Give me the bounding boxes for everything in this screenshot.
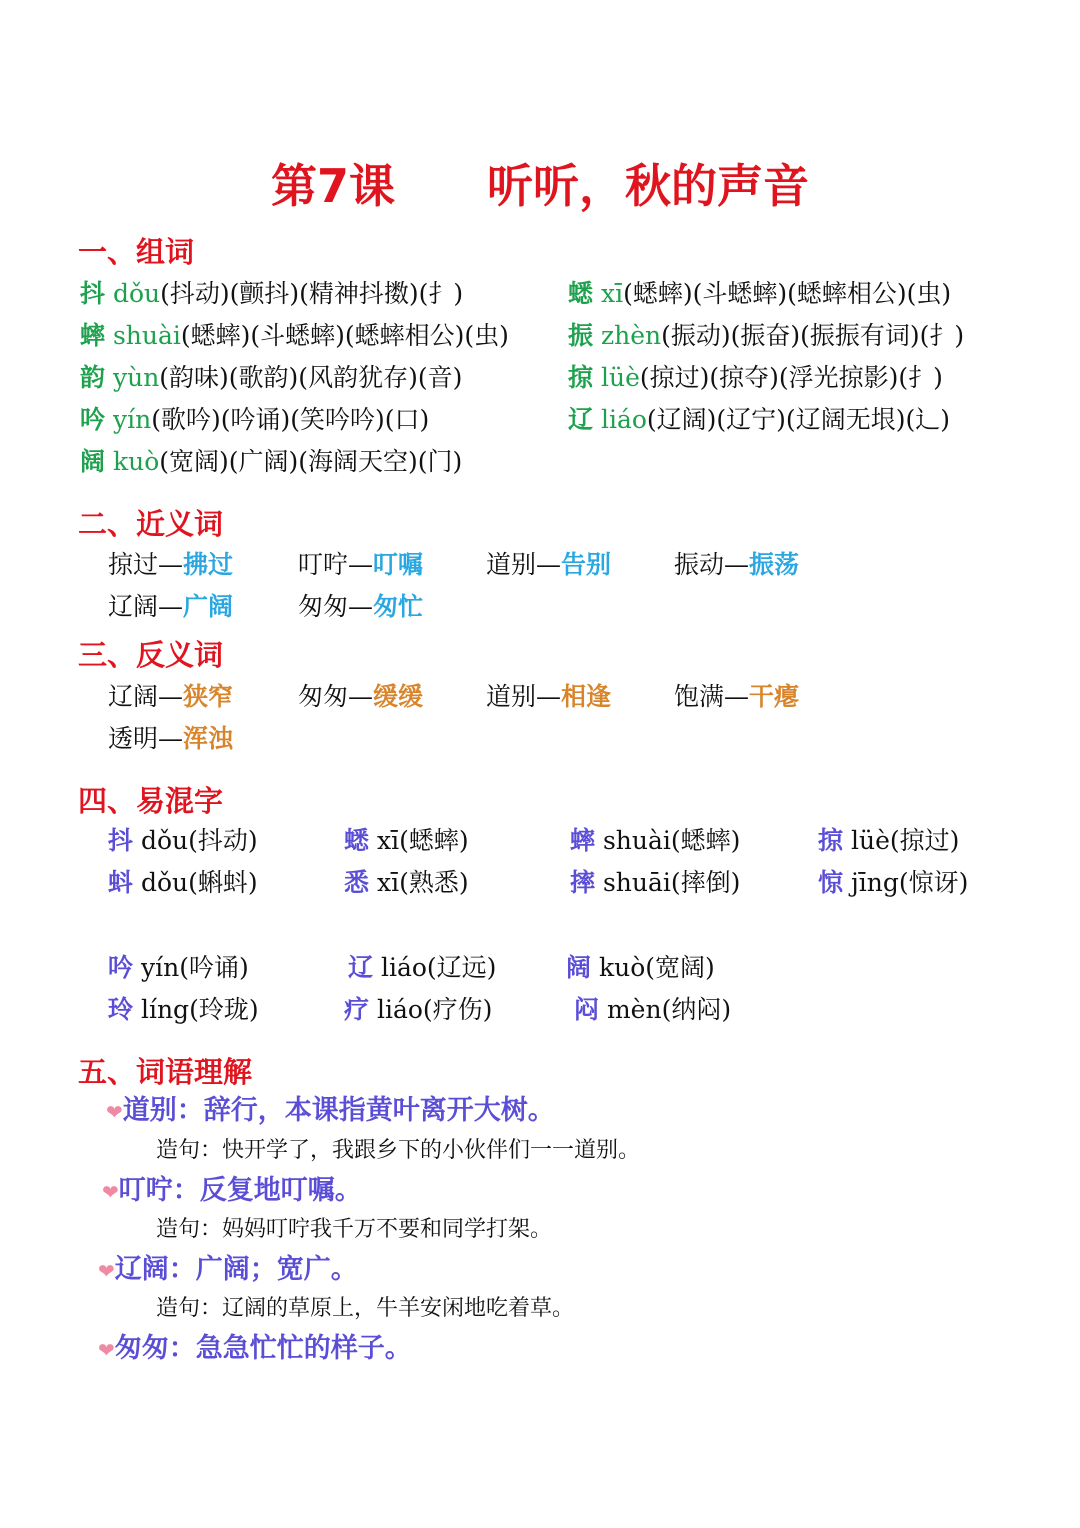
zuci-row <box>568 361 943 395</box>
zuci-words: (歌吟)(吟诵)(笑吟吟)(口) <box>151 405 430 434</box>
confusable-char: 吟 <box>108 953 134 982</box>
section-heading-confusables: 四、易混字 <box>78 784 224 818</box>
confusable-item <box>570 866 740 900</box>
confusable-char: 抖 <box>108 826 134 855</box>
antonym-answer: 干瘪 <box>749 682 800 711</box>
zuci-pinyin: kuò <box>112 447 160 476</box>
antonym-pair <box>486 680 611 714</box>
zuci-char: 韵 <box>80 363 106 392</box>
zuci-row <box>80 403 429 437</box>
synonym-word: 道别 <box>486 550 537 579</box>
confusable-item <box>566 951 715 985</box>
antonym-answer: 狭窄 <box>183 682 234 711</box>
term-definition <box>102 1174 362 1209</box>
zuci-pinyin: xī <box>600 279 624 308</box>
zuci-pinyin: yùn <box>112 363 160 392</box>
heart-icon: ❤ <box>98 1338 115 1362</box>
term-text: 辽阔：广阔；宽广。 <box>114 1254 358 1285</box>
section-heading-antonyms: 三、反义词 <box>78 638 224 672</box>
confusable-item <box>108 993 259 1027</box>
dash: — <box>158 682 184 711</box>
antonym-answer: 相逢 <box>561 682 612 711</box>
confusable-char: 蚪 <box>108 868 134 897</box>
dash: — <box>348 682 374 711</box>
confusable-char: 惊 <box>818 868 844 897</box>
zuci-row <box>80 277 463 311</box>
dash: — <box>158 550 184 579</box>
dash: — <box>724 682 750 711</box>
zuci-words: (掠过)(掠夺)(浮光掠影)(扌) <box>639 363 943 392</box>
heart-icon: ❤ <box>102 1180 119 1204</box>
confusable-char: 疗 <box>344 995 370 1024</box>
synonym-pair <box>298 548 423 582</box>
antonym-answer: 缓缓 <box>373 682 424 711</box>
confusable-item <box>818 824 959 858</box>
section-heading-synonyms: 二、近义词 <box>78 507 224 541</box>
zuci-char: 抖 <box>80 279 106 308</box>
zuci-char: 蟀 <box>80 321 106 350</box>
confusable-char: 玲 <box>108 995 134 1024</box>
page-title: 第7课 听听，秋的声音 <box>270 159 809 213</box>
confusable-reading: shuāi(摔倒) <box>602 868 741 897</box>
confusable-reading: mèn(纳闷) <box>606 995 732 1024</box>
confusable-item <box>574 993 731 1027</box>
antonym-word: 匆匆 <box>298 682 349 711</box>
confusable-item <box>344 824 469 858</box>
zuci-words: (蟋蟀)(斗蟋蟀)(蟋蟀相公)(虫) <box>180 321 509 350</box>
confusable-item <box>108 951 249 985</box>
dash: — <box>348 592 374 621</box>
confusable-char: 掠 <box>818 826 844 855</box>
antonym-pair <box>108 722 233 756</box>
term-definition <box>98 1253 358 1288</box>
zuci-char: 掠 <box>568 363 594 392</box>
zuci-words: (振动)(振奋)(振振有词)(扌) <box>661 321 965 350</box>
term-text: 匆匆：急急忙忙的样子。 <box>114 1333 412 1364</box>
antonym-word: 透明 <box>108 724 159 753</box>
confusable-char: 辽 <box>348 953 374 982</box>
synonym-answer: 叮嘱 <box>373 550 424 579</box>
confusable-reading: liáo(辽远) <box>380 953 497 982</box>
confusable-item <box>818 866 968 900</box>
confusable-item <box>348 951 496 985</box>
zuci-char: 辽 <box>568 405 594 434</box>
antonym-pair <box>298 680 423 714</box>
synonym-pair <box>298 590 423 624</box>
zuci-pinyin: zhèn <box>600 321 662 350</box>
confusable-item <box>108 866 258 900</box>
zuci-pinyin: yín <box>112 405 152 434</box>
zuci-char: 阔 <box>80 447 106 476</box>
dash: — <box>158 592 184 621</box>
zuci-words: (抖动)(颤抖)(精神抖擞)(扌) <box>160 279 464 308</box>
synonym-word: 振动 <box>674 550 725 579</box>
zuci-pinyin: liáo <box>600 405 647 434</box>
confusable-item <box>108 824 258 858</box>
zuci-row <box>568 277 951 311</box>
zuci-words: (蟋蟀)(斗蟋蟀)(蟋蟀相公)(虫) <box>623 279 952 308</box>
synonym-word: 叮咛 <box>298 550 349 579</box>
confusable-reading: liáo(疗伤) <box>376 995 493 1024</box>
synonym-answer: 广阔 <box>183 592 234 621</box>
antonym-word: 道别 <box>486 682 537 711</box>
synonym-answer: 拂过 <box>183 550 234 579</box>
synonym-pair <box>486 548 611 582</box>
example-sentence: 造句：快开学了，我跟乡下的小伙伴们一一道别。 <box>156 1138 641 1163</box>
confusable-reading: jīng(惊讶) <box>850 868 969 897</box>
zuci-pinyin: shuài <box>112 321 181 350</box>
term-text: 道别：辞行，本课指黄叶离开大树。 <box>122 1095 555 1126</box>
synonym-word: 辽阔 <box>108 592 159 621</box>
confusable-reading: dǒu(抖动) <box>140 826 258 855</box>
zuci-words: (辽阔)(辽宁)(辽阔无垠)(辶) <box>646 405 950 434</box>
antonym-pair <box>108 680 233 714</box>
dash: — <box>724 550 750 579</box>
term-definition <box>106 1094 555 1129</box>
synonym-pair <box>674 548 799 582</box>
zuci-words: (宽阔)(广阔)(海阔天空)(门) <box>159 447 463 476</box>
dash: — <box>536 682 562 711</box>
antonym-answer: 浑浊 <box>183 724 234 753</box>
zuci-char: 振 <box>568 321 594 350</box>
confusable-char: 摔 <box>570 868 596 897</box>
example-sentence: 造句：辽阔的草原上，牛羊安闲地吃着草。 <box>156 1296 575 1321</box>
section-heading-understanding: 五、词语理解 <box>78 1055 253 1089</box>
zuci-row <box>568 319 964 353</box>
zuci-pinyin: dǒu <box>112 279 161 308</box>
term-text: 叮咛：反复地叮嘱。 <box>118 1175 362 1206</box>
section-heading-zuci: 一、组词 <box>78 235 195 269</box>
confusable-char: 蟀 <box>570 826 596 855</box>
antonym-word: 辽阔 <box>108 682 159 711</box>
confusable-item <box>344 866 469 900</box>
confusable-reading: lüè(掠过) <box>850 826 960 855</box>
antonym-pair <box>674 680 799 714</box>
confusable-reading: shuài(蟋蟀) <box>602 826 741 855</box>
heart-icon: ❤ <box>106 1100 123 1124</box>
zuci-row <box>80 445 462 479</box>
confusable-item <box>570 824 740 858</box>
zuci-row <box>80 361 462 395</box>
confusable-item <box>344 993 492 1027</box>
synonym-word: 匆匆 <box>298 592 349 621</box>
zuci-row <box>80 319 509 353</box>
dash: — <box>348 550 374 579</box>
dash: — <box>536 550 562 579</box>
confusable-reading: kuò(宽阔) <box>598 953 715 982</box>
heart-icon: ❤ <box>98 1259 115 1283</box>
dash: — <box>158 724 184 753</box>
confusable-reading: xī(熟悉) <box>376 868 469 897</box>
confusable-reading: xī(蟋蟀) <box>376 826 469 855</box>
synonym-pair <box>108 590 233 624</box>
confusable-char: 悉 <box>344 868 370 897</box>
confusable-char: 蟋 <box>344 826 370 855</box>
synonym-answer: 告别 <box>561 550 612 579</box>
confusable-reading: líng(玲珑) <box>140 995 259 1024</box>
zuci-char: 吟 <box>80 405 106 434</box>
zuci-words: (韵味)(歌韵)(风韵犹存)(音) <box>159 363 463 392</box>
synonym-pair <box>108 548 233 582</box>
term-definition <box>98 1332 412 1367</box>
antonym-word: 饱满 <box>674 682 725 711</box>
zuci-row <box>568 403 950 437</box>
zuci-char: 蟋 <box>568 279 594 308</box>
example-sentence: 造句：妈妈叮咛我千万不要和同学打架。 <box>156 1217 553 1242</box>
confusable-reading: dǒu(蝌蚪) <box>140 868 258 897</box>
synonym-answer: 振荡 <box>749 550 800 579</box>
confusable-char: 闷 <box>574 995 600 1024</box>
zuci-pinyin: lüè <box>600 363 640 392</box>
confusable-reading: yín(吟诵) <box>140 953 249 982</box>
synonym-word: 掠过 <box>108 550 159 579</box>
confusable-char: 阔 <box>566 953 592 982</box>
synonym-answer: 匆忙 <box>373 592 424 621</box>
